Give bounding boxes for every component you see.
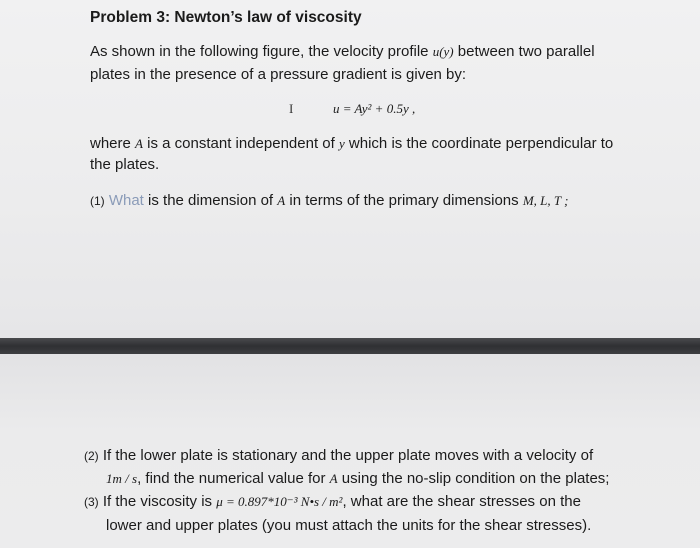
intro-text-post: between two parallel bbox=[457, 43, 595, 60]
upper-plate-velocity: 1m / s bbox=[106, 471, 138, 486]
intro-line-1 bbox=[90, 42, 595, 62]
question-1-A-symbol: A bbox=[277, 193, 286, 208]
question-1-what: What bbox=[108, 192, 144, 209]
question-3-line-2: lower and upper plates (you must attach the units for the shear stresses). bbox=[106, 517, 592, 534]
intro-text-pre: As shown in the following figure, the velocity profile bbox=[90, 43, 429, 60]
primary-dimensions: M, L, T ; bbox=[522, 193, 569, 208]
question-1-text-pre: is the dimension of bbox=[148, 192, 274, 209]
question-3-text-post: , what are the shear stresses on the bbox=[342, 493, 581, 510]
problem-title: Problem 3: Newton’s law of viscosity bbox=[90, 9, 362, 26]
question-2-A-symbol: A bbox=[329, 471, 338, 486]
question-3-line-1 bbox=[84, 492, 581, 512]
question-1-number: (1) bbox=[90, 194, 105, 208]
viscosity-value: μ = 0.897*10⁻³ N•s / m² bbox=[216, 494, 343, 509]
question-3-text-pre: If the viscosity is bbox=[102, 493, 213, 510]
text-cursor-icon: I bbox=[289, 101, 294, 116]
coordinate-y-symbol: y bbox=[338, 136, 345, 151]
velocity-equation: u = Ay² + 0.5y , bbox=[333, 101, 416, 116]
question-2-line-2 bbox=[106, 469, 609, 489]
page-divider-bar bbox=[0, 338, 700, 354]
where-text-mid: is a constant independent of bbox=[147, 135, 335, 152]
where-text-pre: where bbox=[90, 135, 131, 152]
question-2-text-1: If the lower plate is stationary and the upper plate moves with a velocity of bbox=[102, 447, 594, 464]
where-line-2: the plates. bbox=[90, 156, 160, 173]
question-2-text-post: using the no-slip condition on the plates; bbox=[341, 470, 610, 487]
question-2-line-1 bbox=[84, 446, 593, 466]
where-text-post: which is the coordinate perpendicular to bbox=[348, 135, 614, 152]
question-3-number: (3) bbox=[84, 495, 99, 509]
velocity-profile-symbol: u(y) bbox=[432, 44, 454, 59]
question-2-number: (2) bbox=[84, 449, 99, 463]
question-1 bbox=[90, 191, 568, 211]
constant-A-symbol: A bbox=[135, 136, 143, 151]
question-2-text-mid: , find the numerical value for bbox=[137, 470, 326, 487]
where-line-1 bbox=[90, 134, 613, 154]
question-1-text-post: in terms of the primary dimensions bbox=[289, 192, 519, 209]
intro-line-2: plates in the presence of a pressure gradient is given by: bbox=[90, 66, 467, 83]
